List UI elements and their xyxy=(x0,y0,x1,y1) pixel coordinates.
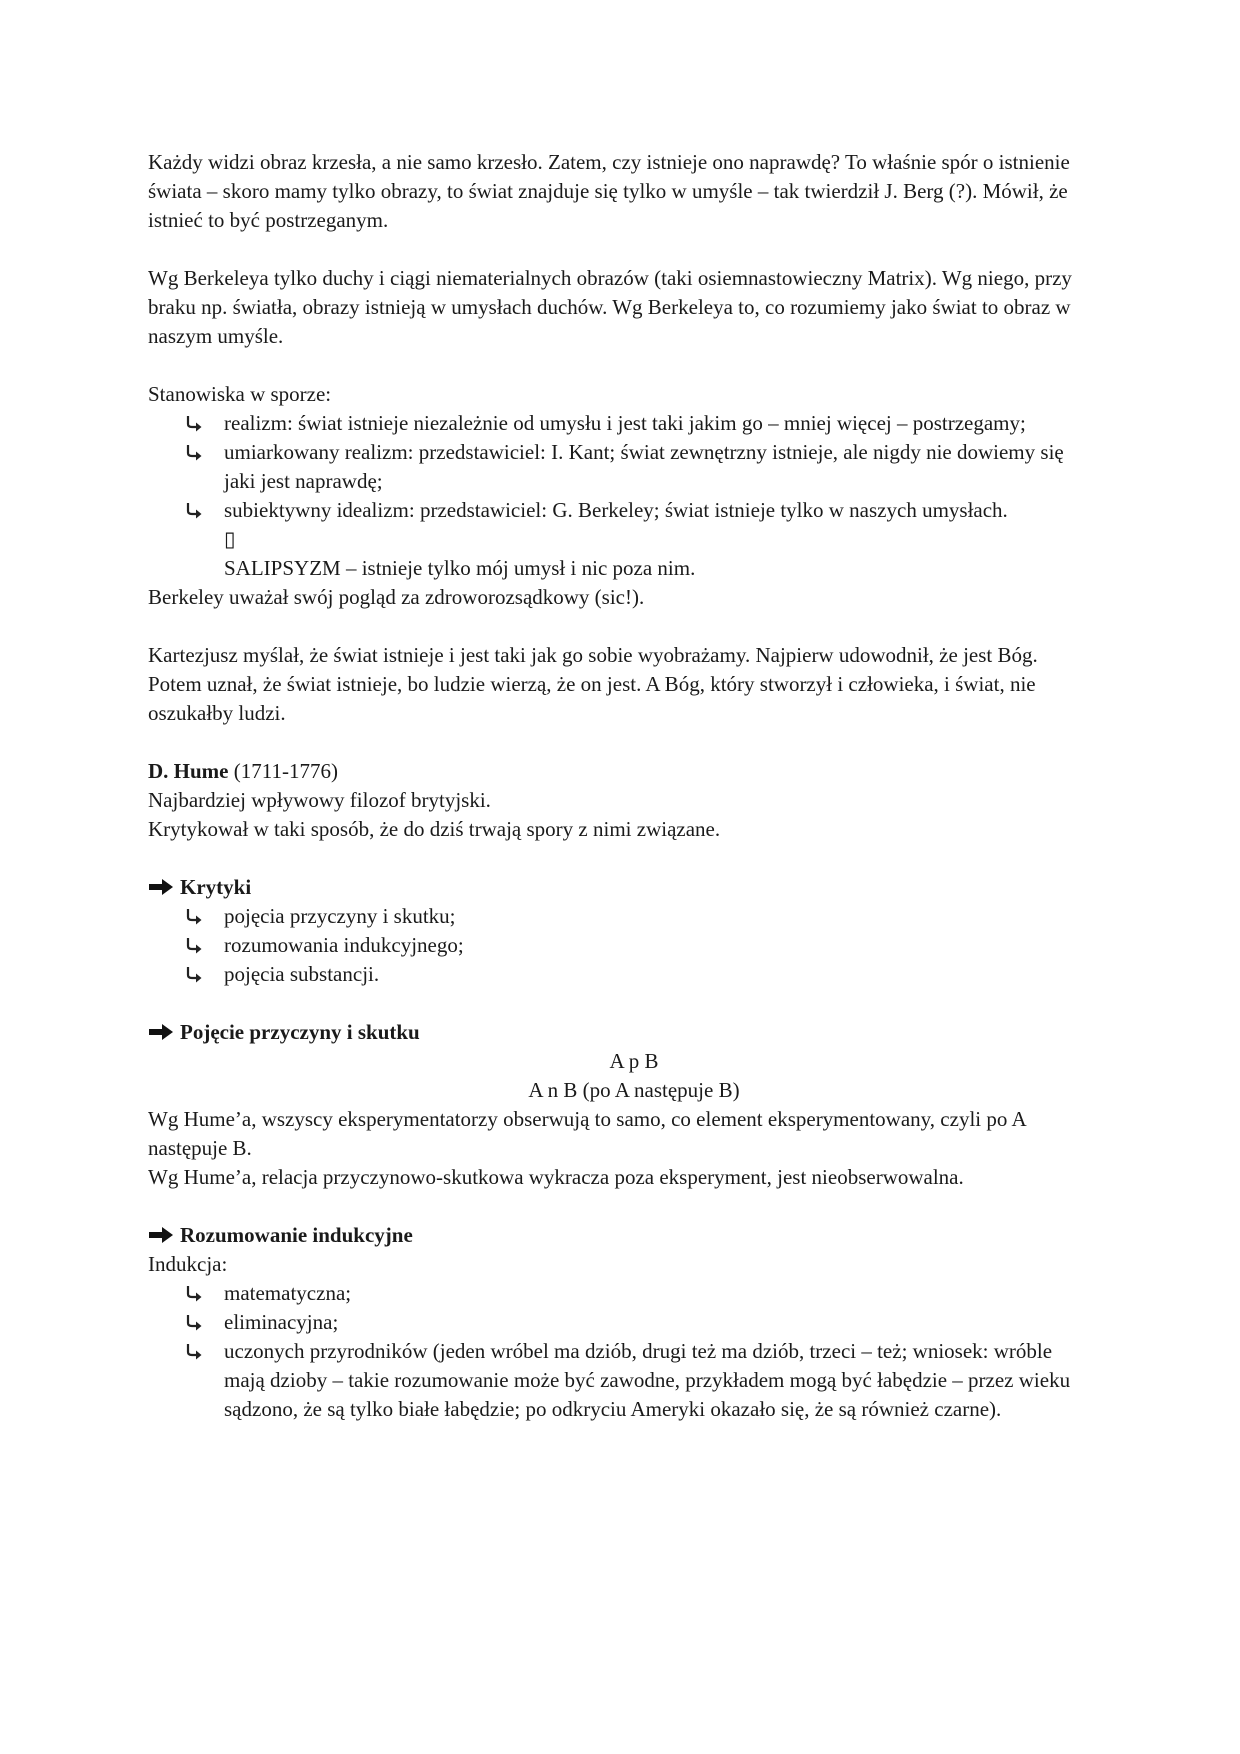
list-item xyxy=(224,409,1090,438)
bold-right-arrow-icon xyxy=(148,1225,174,1245)
formula-line-1: A p B xyxy=(609,1049,659,1073)
bold-right-arrow-icon xyxy=(148,1022,174,1042)
intro-paragraph-1: Każdy widzi obraz krzesła, a nie samo krzesło. Zatem, czy istnieje ono naprawdę? To właśnie spór o istnienie świata – skoro mamy tylko obrazy, to świat znajduje się tylko w umyśle – tak twierdził J. Berg (?). Mówił, że istnieć to być postrzeganym. xyxy=(148,150,1070,232)
causality-heading-text: Pojęcie przyczyny i skutku xyxy=(180,1020,420,1044)
critique-item: pojęcia substancji. xyxy=(224,962,380,986)
critiques-heading-text: Krytyki xyxy=(180,875,252,899)
list-item xyxy=(224,960,1090,989)
list-item xyxy=(224,438,1090,496)
descartes-paragraph: Kartezjusz myślał, że świat istnieje i jest taki jak go sobie wyobrażamy. Najpierw udowodnił, że jest Bóg. Potem uznał, że świat istnieje, bo ludzie wierzą, że on jest. A Bóg, który stworzył i człowieka, i świat, nie oszukałby ludzi. xyxy=(148,643,1038,725)
position-moderate-realism: umiarkowany realizm: przedstawiciel: I. Kant; świat zewnętrzny istnieje, ale nigdy nie dowiemy się jaki jest naprawdę; xyxy=(224,440,1064,493)
curved-arrow-bullet-icon xyxy=(184,443,204,463)
berkeley-note: Berkeley uważał swój pogląd za zdroworozsądkowy (sic!). xyxy=(148,585,645,609)
hume-name: D. Hume xyxy=(148,759,229,783)
position-realism: realizm: świat istnieje niezależnie od umysłu i jest taki jakim go – mniej więcej – postrzegamy; xyxy=(224,411,1026,435)
critiques-list xyxy=(148,902,1090,989)
hume-title xyxy=(148,757,1090,786)
induction-heading xyxy=(148,1221,1090,1250)
causality-heading xyxy=(148,1018,1090,1047)
causality-paragraph-1: Wg Hume’a, wszyscy eksperymentatorzy obserwują to samo, co element eksperymentowany, czyli po A następuje B. xyxy=(148,1107,1026,1160)
induction-lead: Indukcja: xyxy=(148,1252,228,1276)
curved-arrow-bullet-icon xyxy=(184,936,204,956)
curved-arrow-bullet-icon xyxy=(184,414,204,434)
induction-item: matematyczna; xyxy=(224,1281,352,1305)
placeholder-glyph: ▯ xyxy=(224,527,236,551)
curved-arrow-bullet-icon xyxy=(184,907,204,927)
list-item xyxy=(224,496,1090,583)
induction-item: eliminacyjna; xyxy=(224,1310,339,1334)
induction-list xyxy=(148,1279,1090,1424)
hume-line-1: Najbardziej wpływowy filozof brytyjski. xyxy=(148,788,491,812)
list-item xyxy=(224,902,1090,931)
curved-arrow-bullet-icon xyxy=(184,1342,204,1362)
list-item xyxy=(224,1279,1090,1308)
formula-line-2: A n B (po A następuje B) xyxy=(528,1078,740,1102)
positions-lead: Stanowiska w sporze: xyxy=(148,382,332,406)
list-item xyxy=(224,1337,1090,1424)
critique-item: rozumowania indukcyjnego; xyxy=(224,933,464,957)
list-item xyxy=(224,1308,1090,1337)
causality-formulas xyxy=(148,1047,1090,1105)
solipsism-line: SALIPSYZM – istnieje tylko mój umysł i nic poza nim. xyxy=(224,556,696,580)
intro-paragraph-2: Wg Berkeleya tylko duchy i ciągi niematerialnych obrazów (taki osiemnastowieczny Matrix). Wg niego, przy braku np. światła, obrazy istnieją w umysłach duchów. Wg Berkeleya to, co rozumiemy jako świat to obraz w naszym umyśle. xyxy=(148,266,1072,348)
causality-paragraph-2: Wg Hume’a, relacja przyczynowo-skutkowa wykracza poza eksperyment, jest nieobserwowalna. xyxy=(148,1165,964,1189)
critiques-heading xyxy=(148,873,1090,902)
hume-line-2: Krytykował w taki sposób, że do dziś trwają spory z nimi związane. xyxy=(148,817,721,841)
induction-heading-text: Rozumowanie indukcyjne xyxy=(180,1223,413,1247)
positions-list xyxy=(148,409,1090,583)
critique-item: pojęcia przyczyny i skutku; xyxy=(224,904,456,928)
hume-dates: (1711-1776) xyxy=(228,759,338,783)
curved-arrow-bullet-icon xyxy=(184,1284,204,1304)
curved-arrow-bullet-icon xyxy=(184,1313,204,1333)
position-subjective-idealism: subiektywny idealizm: przedstawiciel: G. Berkeley; świat istnieje tylko w naszych umysłach. xyxy=(224,498,1008,522)
list-item xyxy=(224,931,1090,960)
curved-arrow-bullet-icon xyxy=(184,965,204,985)
induction-item: uczonych przyrodników (jeden wróbel ma dziób, drugi też ma dziób, trzeci – też; wniosek: wróble mają dzioby – takie rozumowanie może być zawodne, przykładem mogą być łabędzie – przez wieku sądzono, że są tylko białe łabędzie; po odkryciu Ameryki okazało się, że są również czarne). xyxy=(224,1339,1071,1421)
bold-right-arrow-icon xyxy=(148,877,174,897)
curved-arrow-bullet-icon xyxy=(184,501,204,521)
